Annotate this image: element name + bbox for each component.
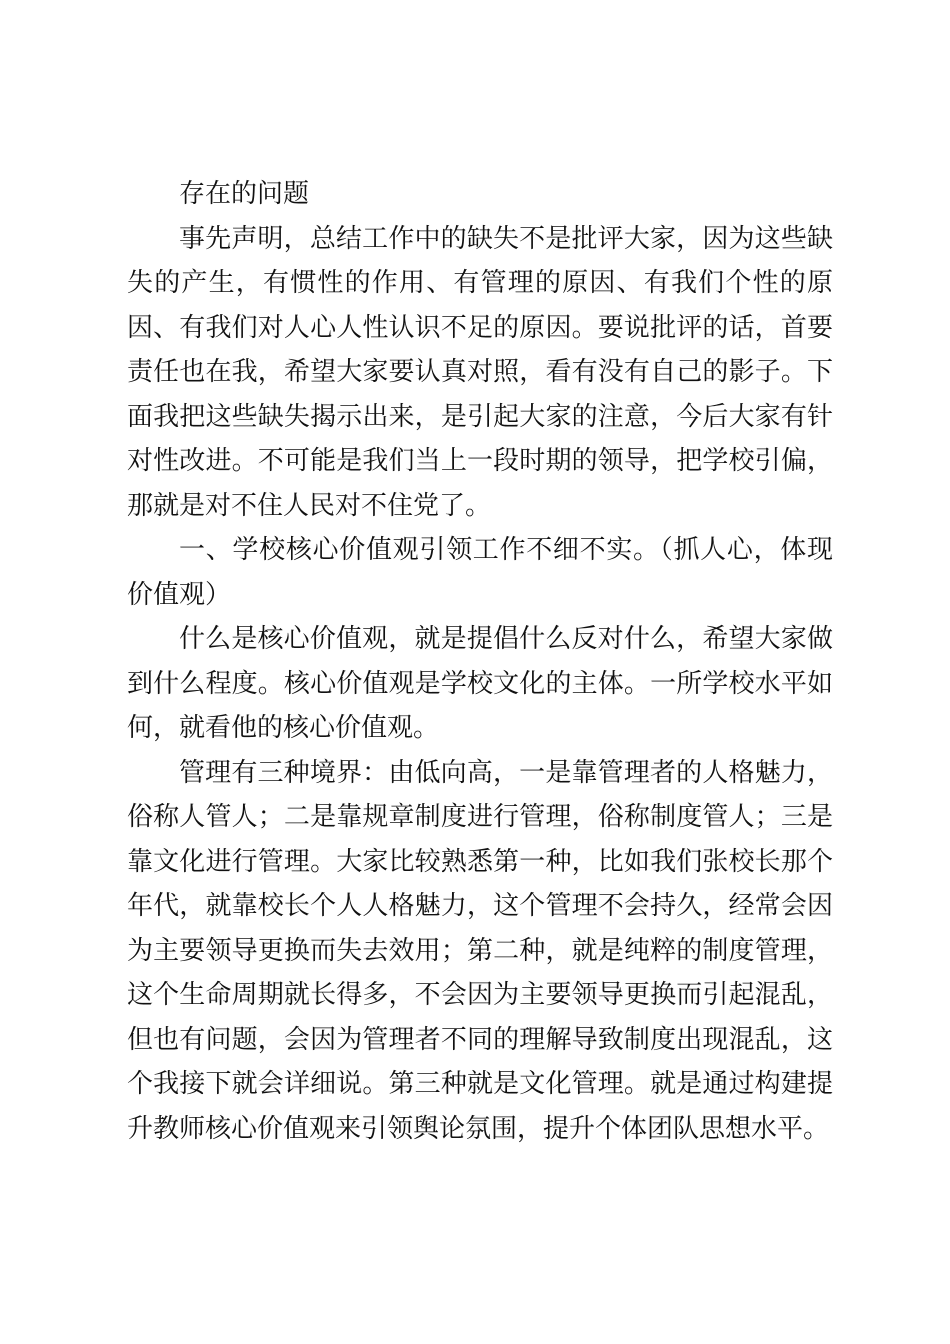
document-body	[127, 172, 833, 1151]
paragraph-management-levels: 管理有三种境界：由低向高，一是靠管理者的人格魅力，俗称人管人；二是靠规章制度进行管理，俗称制度管人；三是靠文化进行管理。大家比较熟悉第一种，比如我们张校长那个年代，就靠校长个人人格魅力，这个管理不会持久，经常会因为主要领导更换而失去效用；第二种，就是纯粹的制度管理，这个生命周期就长得多，不会因为主要领导更换而引起混乱，但也有问题，会因为管理者不同的理解导致制度出现混乱，这个我接下就会详细说。第三种就是文化管理。就是通过构建提升教师核心价值观来引领舆论氛围，提升个体团队思想水平。	[127, 757, 833, 1144]
section-heading: 存在的问题	[179, 179, 310, 209]
paragraph-disclaimer: 事先声明，总结工作中的缺失不是批评大家，因为这些缺失的产生，有惯性的作用、有管理的原因、有我们个性的原因、有我们对人心人性认识不足的原因。要说批评的话，首要责任也在我，希望大家要认真对照，看有没有自己的影子。下面我把这些缺失揭示出来，是引起大家的注意，今后大家有针对性改进。不可能是我们当上一段时期的领导，把学校引偏，那就是对不住人民对不住党了。	[127, 223, 833, 521]
paragraph-core-values: 什么是核心价值观，就是提倡什么反对什么，希望大家做到什么程度。核心价值观是学校文化的主体。一所学校水平如何，就看他的核心价值观。	[127, 624, 833, 743]
paragraph-point-one-title: 一、学校核心价值观引领工作不细不实。（抓人心，体现价值观）	[127, 535, 833, 610]
